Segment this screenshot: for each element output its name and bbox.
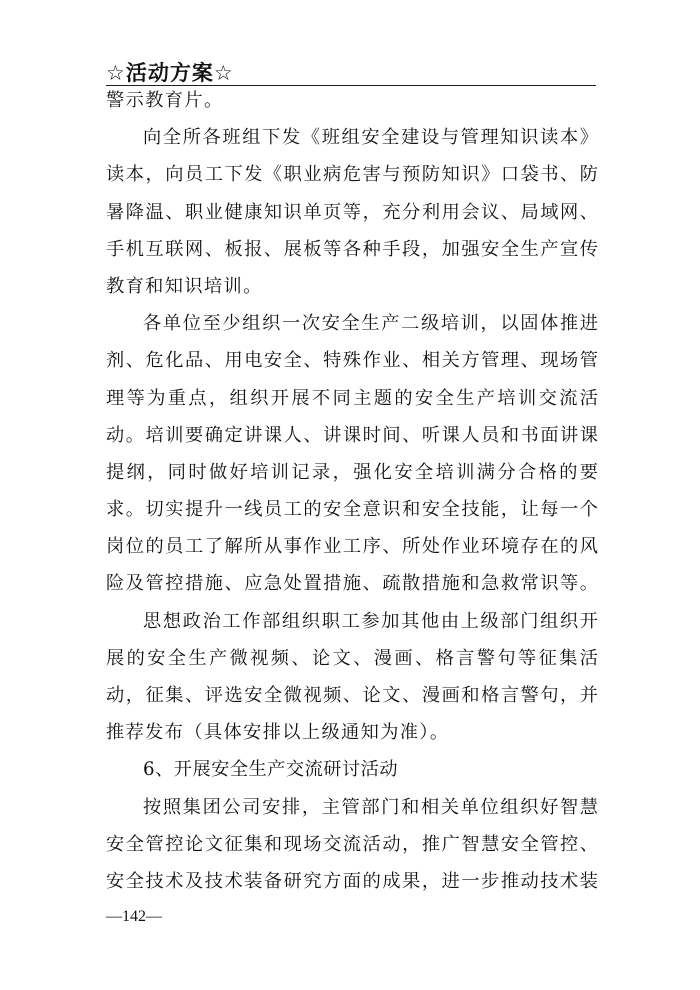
paragraph-line: 动。培训要确定讲课人、讲课时间、听课人员和书面讲课 — [106, 424, 598, 446]
paragraph-line: 暑降温、职业健康知识单页等，充分利用会议、局域网、 — [106, 201, 598, 223]
paragraph-line: 思想政治工作部组织职工参加其他由上级部门组织开 — [143, 610, 598, 632]
paragraph-line: 手机互联网、板报、展板等各种手段，加强安全生产宣传 — [106, 238, 598, 260]
paragraph-line: 推荐发布（具体安排以上级通知为准）。 — [106, 722, 450, 744]
document-body — [106, 82, 598, 900]
page-number: —142— — [106, 908, 162, 925]
paragraph-line: 险及管控措施、应急处置措施、疏散措施和急救常识等。 — [106, 573, 598, 595]
paragraph-line: 提纲，同时做好培训记录，强化安全培训满分合格的要 — [106, 461, 598, 483]
paragraph-line: 向全所各班组下发《班组安全建设与管理知识读本》 — [143, 127, 598, 149]
paragraph-line: 警示教育片。 — [106, 90, 224, 111]
paragraph-line: 读本，向员工下发《职业病危害与预防知识》口袋书、防 — [106, 164, 598, 186]
paragraph-line: 展的安全生产微视频、论文、漫画、格言警句等征集活 — [106, 647, 598, 669]
paragraph-line: 动，征集、评选安全微视频、论文、漫画和格言警句，并 — [106, 685, 598, 706]
header-title: ☆活动方案☆ — [106, 61, 234, 85]
paragraph-line: 按照集团公司安排，主管部门和相关单位组织好智慧 — [143, 796, 598, 818]
paragraph-line: 剂、危化品、用电安全、特殊作业、相关方管理、现场管 — [106, 350, 598, 372]
paragraph-line: 岗位的员工了解所从事作业工序、所处作业环境存在的风 — [106, 536, 598, 558]
paragraph-line: 安全管控论文征集和现场交流活动，推广智慧安全管控、 — [106, 833, 598, 855]
paragraph-line: 安全技术及技术装备研究方面的成果，进一步推动技术装 — [106, 870, 598, 892]
section-heading: 6、开展安全生产交流研讨活动 — [143, 759, 399, 781]
paragraph-line: 求。切实提升一线员工的安全意识和安全技能，让每一个 — [106, 499, 598, 521]
paragraph-line: 各单位至少组织一次安全生产二级培训，以固体推进 — [143, 313, 598, 335]
paragraph-line: 教育和知识培训。 — [106, 275, 263, 297]
paragraph-line: 理等为重点，组织开展不同主题的安全生产培训交流活 — [106, 387, 598, 409]
